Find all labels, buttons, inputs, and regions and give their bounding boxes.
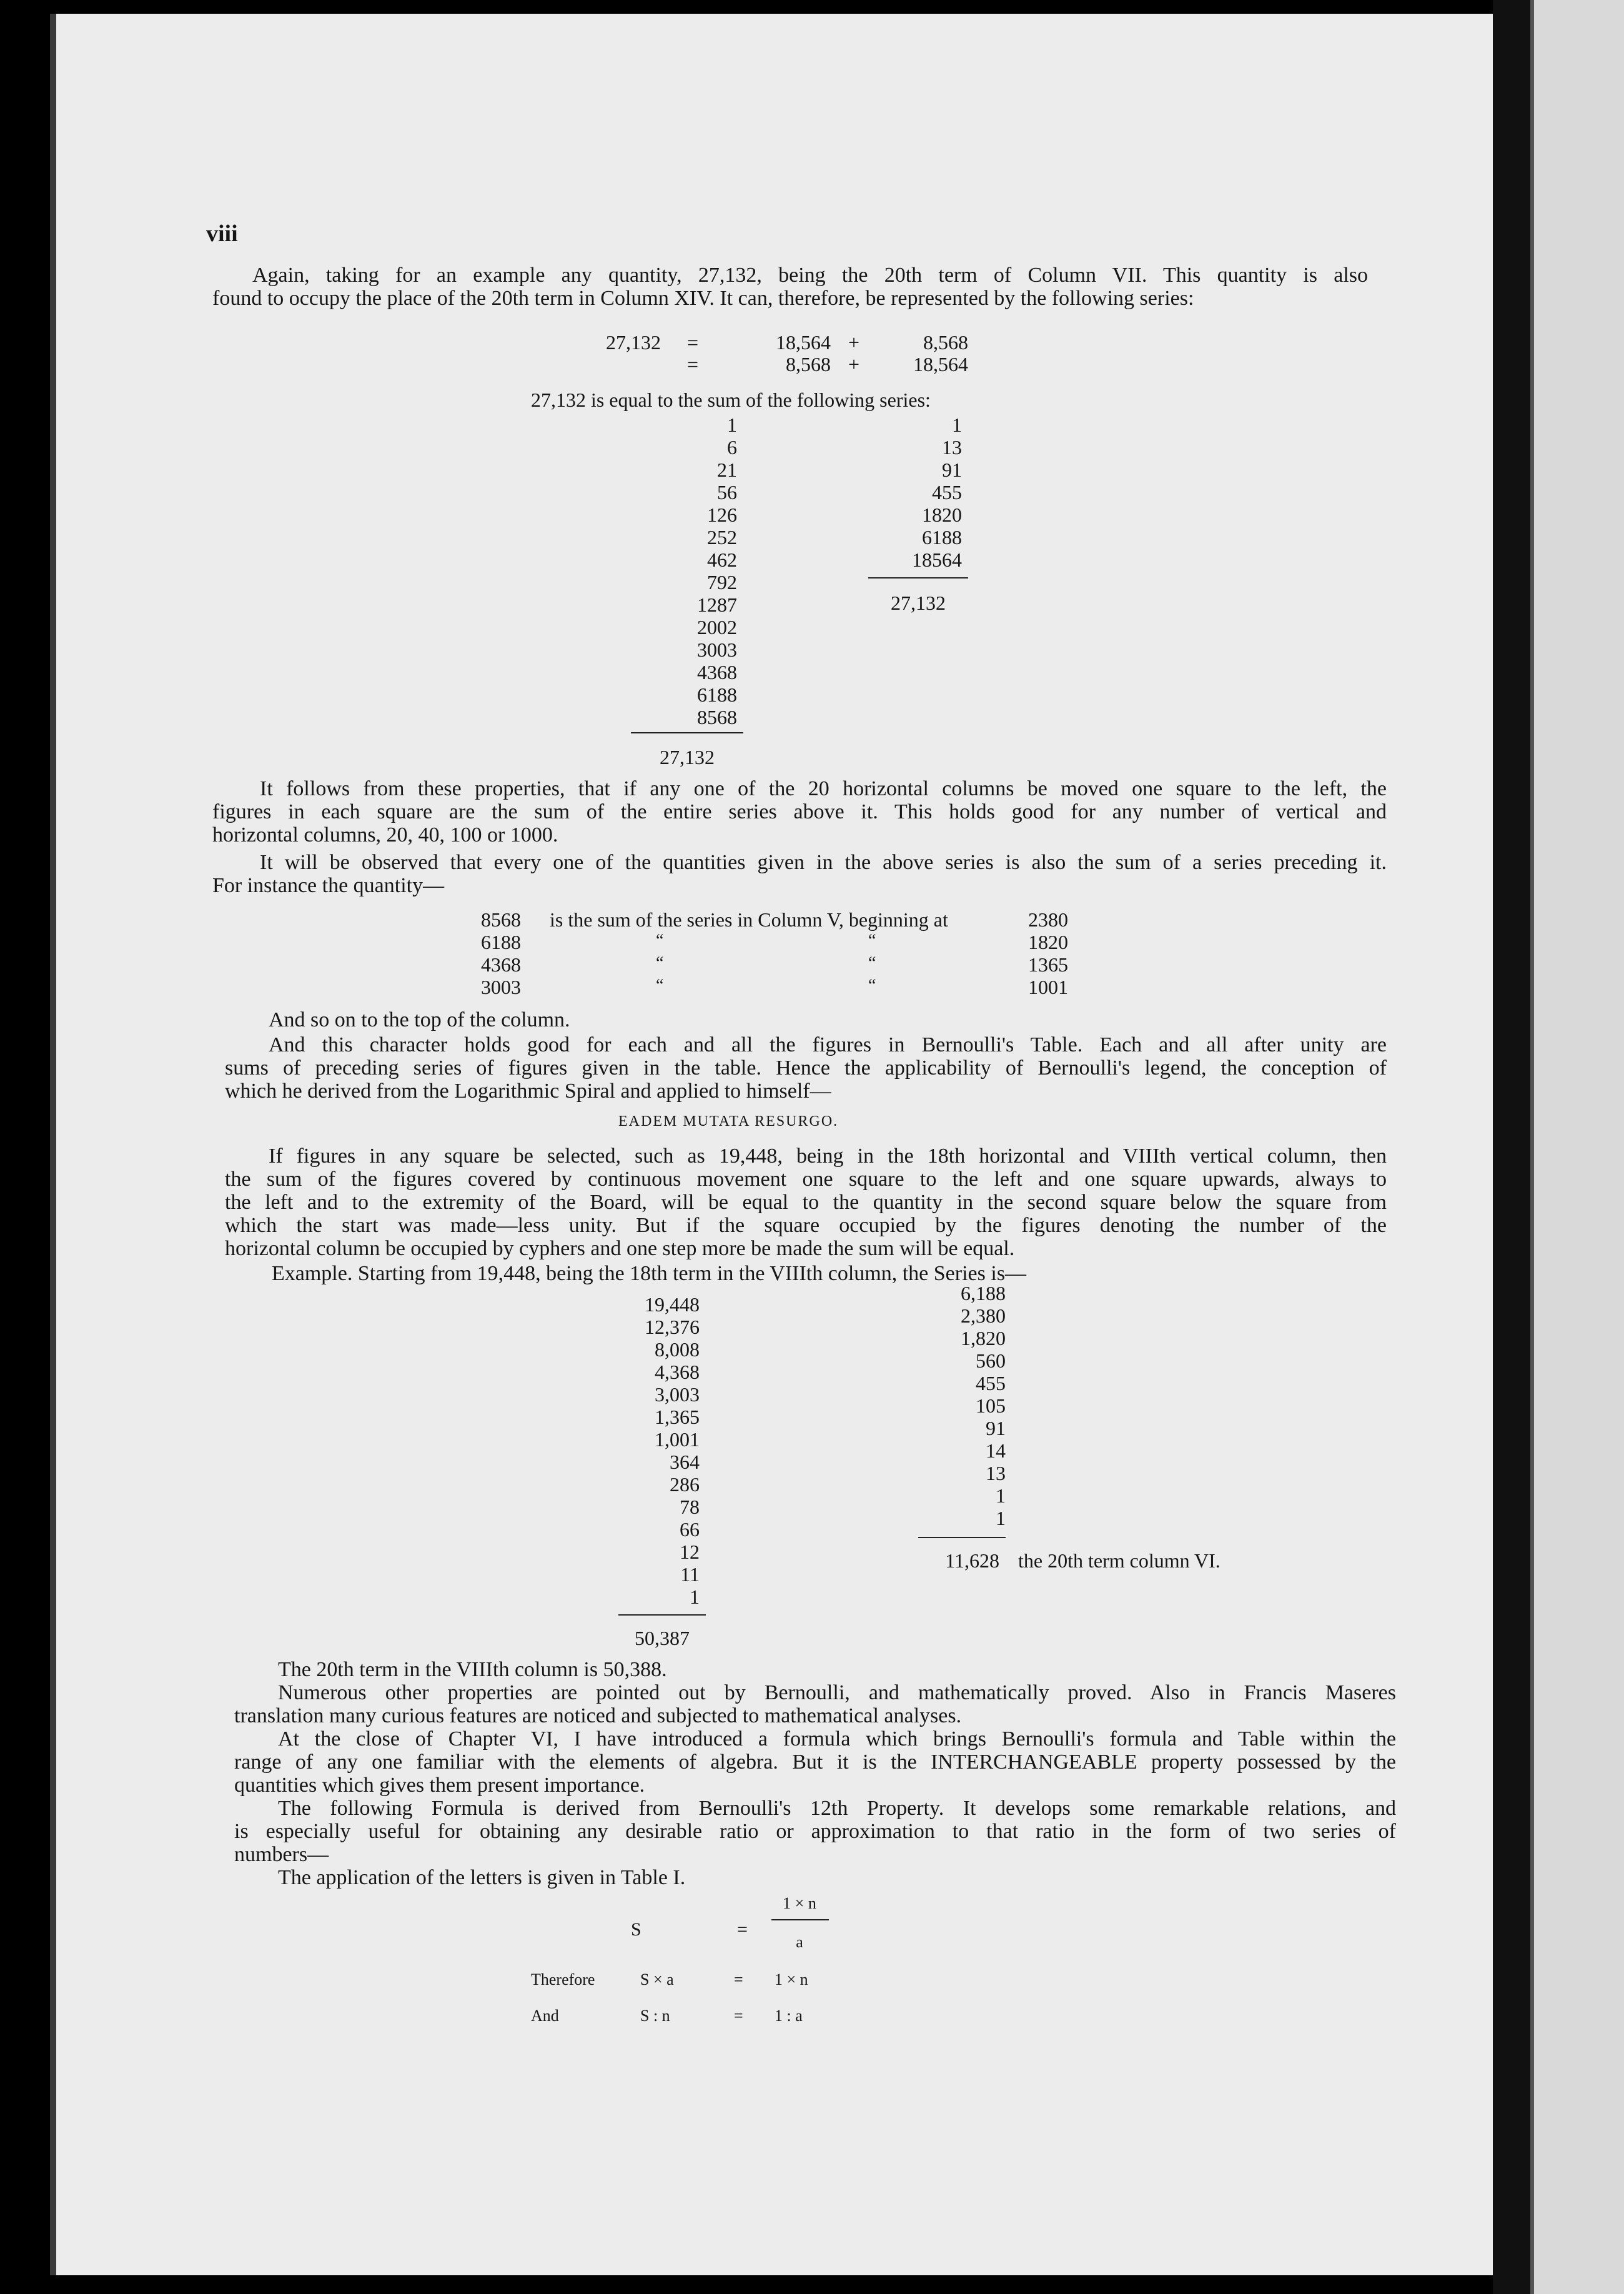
instance-begin: 1820 [1028,931,1068,953]
example-left-total: 50,387 [635,1627,690,1649]
follows-paragraph [212,777,1387,847]
series-value: 1 [952,414,962,436]
instance-text: is the sum of the series in Column V, beginning at [550,908,948,931]
example-right-column [893,1282,1006,1529]
formula-numerator: 1 × n [783,1894,816,1912]
series-value: 792 [707,571,737,593]
page-number: viii [206,221,238,247]
series-value: 2002 [697,616,737,638]
series-right-total: 27,132 [891,592,946,614]
formula-therefore-lhs: S × a [640,1970,674,1989]
character-paragraph [225,1033,1387,1103]
text-line: figures in each square are the sum of the entire series above it. This holds good for any number of vertical and [212,800,1387,823]
ditto-mark: “ [656,976,664,995]
series-value: 455 [932,481,962,504]
instance-value: 6188 [481,931,521,953]
formula-denominator: a [796,1933,803,1951]
instance-value: 3003 [481,976,521,998]
series-value: 91 [986,1417,1006,1439]
facing-page-edge [1530,0,1624,2294]
series-value: 4,368 [655,1361,700,1383]
ditto-mark: “ [868,976,876,995]
ditto-mark: “ [656,953,664,973]
series-value: 1,365 [655,1406,700,1428]
so-on-line: And so on to the top of the column. [269,1008,570,1031]
text-line: At the close of Chapter VI, I have introduced a formula which brings Bernoulli's formula and Table within the [278,1727,1396,1750]
series-value: 78 [680,1496,700,1518]
equation-term: 8,568 [786,353,831,375]
text-line: the left and to the extremity of the Board, will be equal to the quantity in the second square below the square from [225,1191,1387,1214]
formula-s: S [631,1919,641,1940]
formula-therefore-label: Therefore [531,1970,595,1989]
formula-equals: = [734,1970,743,1989]
series-value: 455 [976,1372,1006,1394]
closing-paragraphs [234,1658,1396,1889]
sum-rule [918,1537,1006,1538]
text-line: is especially useful for obtaining any desirable ratio or approximation to that ratio in the form of two series of [234,1820,1396,1843]
series-value: 19,448 [645,1293,700,1316]
text-line: The 20th term in the VIIIth column is 50,388. [278,1658,667,1681]
series-value: 56 [717,481,737,504]
series-value: 13 [986,1462,1006,1484]
motto: EADEM MUTATA RESURGO. [618,1113,839,1130]
fraction-bar [771,1919,829,1920]
formula-equals: = [737,1919,748,1940]
scanned-page [50,14,1493,2275]
series-value: 14 [986,1439,1006,1462]
intro-paragraph [212,264,1368,310]
series-value: 12 [680,1541,700,1563]
instance-begin: 1001 [1028,976,1068,998]
sum-heading: 27,132 is equal to the sum of the following series: [531,389,931,411]
equation-term: 8,568 [923,331,968,354]
text-line: Numerous other properties are pointed out by Bernoulli, and mathematically proved. Also in Francis Maseres [278,1681,1396,1704]
text-line: quantities which gives them present importance. [234,1774,645,1797]
example-left-column [581,1293,700,1608]
text-line: Again, taking for an example any quantity, 27,132, being the 20th term of Column VII. This quantity is also [252,264,1368,287]
formula-and-lhs: S : n [640,2007,670,2025]
text-line: And this character holds good for each and all the figures in Bernoulli's Table. Each and all after unity are [269,1033,1387,1056]
example-line: Example. Starting from 19,448, being the 18th term in the VIIIth column, the Series is— [272,1262,1027,1285]
series-value: 462 [707,549,737,571]
series-value: 1 [690,1586,700,1608]
series-value: 21 [717,459,737,481]
series-left-total: 27,132 [660,746,715,768]
series-value: 11 [680,1563,700,1586]
sum-rule [868,577,968,578]
series-value: 126 [707,504,737,526]
series-value: 1 [727,414,737,436]
series-value: 91 [942,459,962,481]
text-line: which the start was made—less unity. But if the square occupied by the figures denoting the number of the [225,1214,1387,1237]
text-line: For instance the quantity— [212,874,445,897]
series-value: 66 [680,1518,700,1541]
series-value: 8,008 [655,1338,700,1361]
text-line: The application of the letters is given in Table I. [278,1866,686,1889]
text-line: It follows from these properties, that if any one of the 20 horizontal columns be moved one square to the left, the [260,777,1387,800]
series-left-column [618,414,737,728]
observed-paragraph [212,851,1387,897]
formula-therefore-rhs: 1 × n [775,1970,808,1989]
text-line: sums of preceding series of figures given in the table. Hence the applicability of Bernoulli's legend, the conception of [225,1056,1387,1080]
text-line: It will be observed that every one of the quantities given in the above series is also the sum of a series preceding it. [260,851,1387,874]
series-value: 1,820 [961,1327,1006,1349]
instance-value: 8568 [481,908,521,931]
example-right-note: the 20th term column VI. [1018,1549,1220,1572]
instance-begin: 1365 [1028,953,1068,976]
formula-equals: = [734,2007,743,2025]
equation-term: 18,564 [776,331,831,354]
ditto-mark: “ [656,931,664,950]
ditto-mark: “ [868,953,876,973]
series-value: 18564 [912,549,962,571]
equation-equals: = [687,353,699,375]
formula-and-label: And [531,2007,559,2025]
text-line: If figures in any square be selected, such as 19,448, being in the 18th horizontal and VIIIth vertical column, then [269,1145,1387,1168]
series-value: 1 [996,1484,1006,1507]
series-value: 364 [670,1451,700,1473]
equation-lhs: 27,132 [606,331,661,354]
text-line: range of any one familiar with the elements of algebra. But it is the INTERCHANGEABLE property possessed by the [234,1750,1396,1774]
series-value: 3,003 [655,1383,700,1406]
formula-and-rhs: 1 : a [775,2007,803,2025]
series-value: 1,001 [655,1428,700,1451]
text-line: horizontal columns, 20, 40, 100 or 1000. [212,823,558,847]
series-value: 3003 [697,638,737,661]
sum-rule [631,732,743,733]
equation-plus: + [848,331,860,354]
text-line: The following Formula is derived from Bernoulli's 12th Property. It develops some remarkable relations, and [278,1797,1396,1820]
series-value: 4368 [697,661,737,683]
equation-plus: + [848,353,860,375]
text-line: horizontal column be occupied by cyphers and one step more be made the sum will be equal. [225,1237,1015,1260]
page-gutter [1493,0,1530,2294]
text-line: translation many curious features are noticed and subjected to mathematical analyses. [234,1704,962,1727]
text-line: the sum of the figures covered by continuous movement one square to the left and one square upwards, always to [225,1168,1387,1191]
series-value: 1820 [922,504,962,526]
series-right-column [849,414,962,571]
series-value: 6188 [697,683,737,706]
example-right-total: 11,628 [945,1549,999,1572]
series-value: 286 [670,1473,700,1496]
text-line: found to occupy the place of the 20th term in Column XIV. It can, therefore, be represented by the following series: [212,287,1194,310]
series-value: 105 [976,1394,1006,1417]
series-value: 2,380 [961,1304,1006,1327]
series-value: 6 [727,436,737,459]
series-value: 8568 [697,706,737,728]
series-value: 560 [976,1349,1006,1372]
instance-begin: 2380 [1028,908,1068,931]
series-value: 6,188 [961,1282,1006,1304]
series-value: 13 [942,436,962,459]
sum-rule [618,1614,706,1616]
instance-value: 4368 [481,953,521,976]
equation-term: 18,564 [913,353,968,375]
ditto-mark: “ [868,931,876,950]
equation-equals: = [687,331,699,354]
series-value: 252 [707,526,737,549]
series-value: 1 [996,1507,1006,1529]
series-value: 6188 [922,526,962,549]
text-line: which he derived from the Logarithmic Spiral and applied to himself— [225,1080,831,1103]
text-line: numbers— [234,1843,329,1866]
series-value: 1287 [697,593,737,616]
figures-paragraph [225,1145,1387,1260]
series-value: 12,376 [645,1316,700,1338]
